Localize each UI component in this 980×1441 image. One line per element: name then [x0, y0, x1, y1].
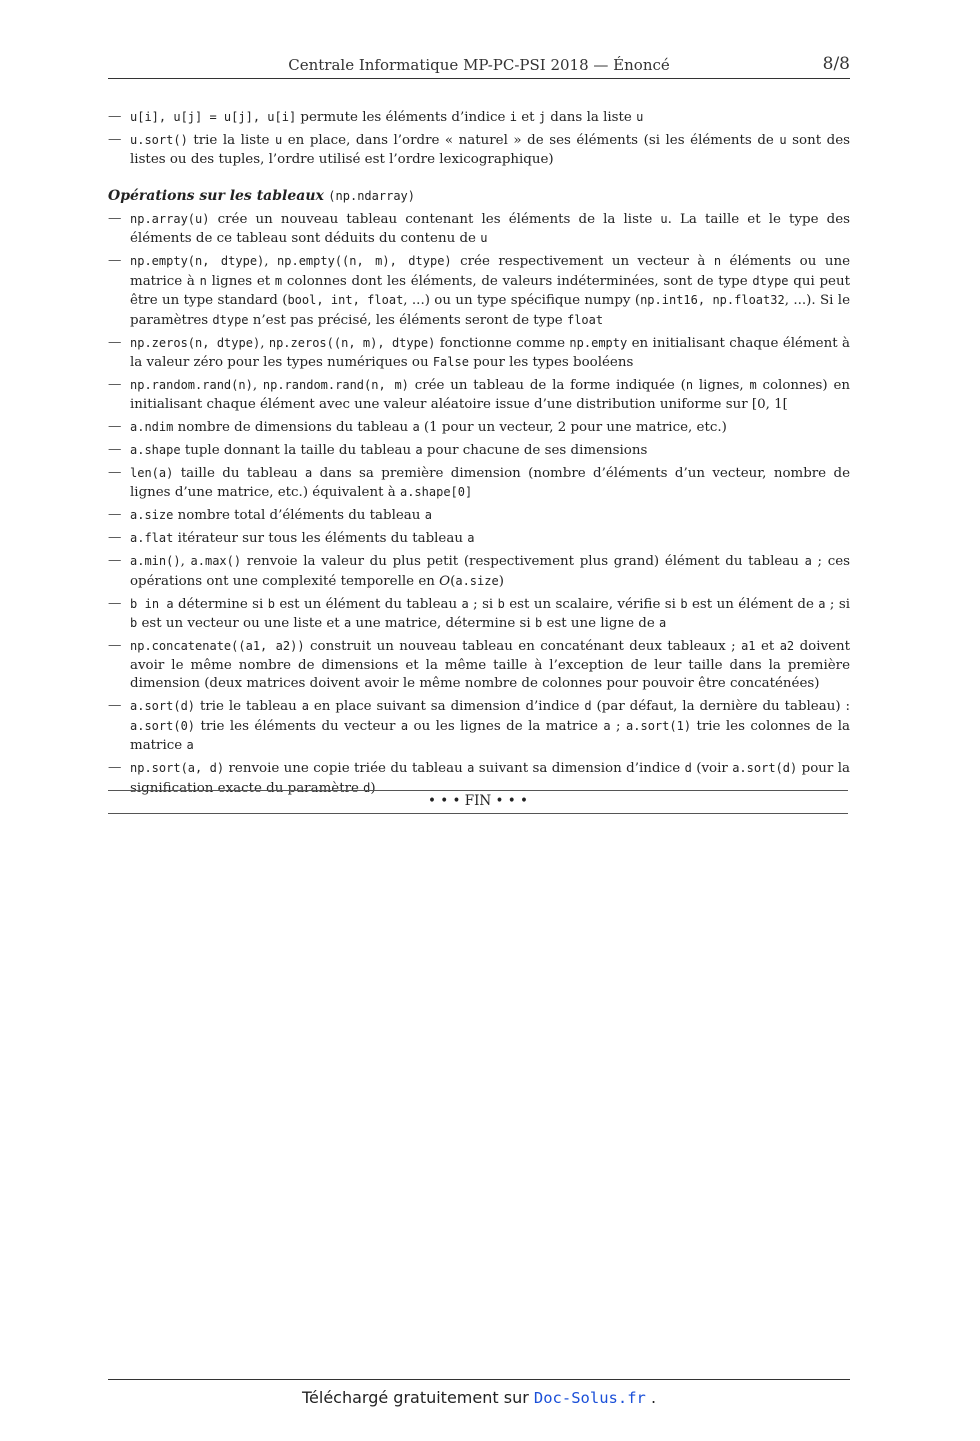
code-fragment: a — [400, 718, 409, 733]
section-title-text: Opérations sur les tableaux — [108, 188, 324, 204]
text-fragment: doivent avoir le même nombre de dimensions et la même taille à l’exception de leur taille dans la première dimension (deux matrices doivent avoir le même nombre de colonnes pour pouvoir être concaténées) — [130, 639, 851, 691]
text-fragment: , — [252, 378, 263, 393]
text-fragment: trie le tableau — [195, 699, 302, 714]
code-fragment: np.int16, np.float32 — [640, 293, 785, 307]
text-fragment: crée un nouveau tableau contenant les éléments de la liste — [209, 211, 661, 227]
page-footer — [108, 1379, 850, 1407]
code-fragment: np.array(u) — [130, 211, 210, 226]
list-item — [108, 637, 850, 694]
code-fragment: bool, int, float — [287, 293, 404, 307]
text-fragment: est un élément de — [687, 596, 819, 612]
text-fragment: , — [260, 335, 269, 351]
code-fragment: a.sort(d) — [732, 761, 798, 775]
math-fragment: O — [439, 573, 451, 589]
text-fragment: renvoie la valeur du plus petit (respectivement plus grand) élément du tableau — [241, 554, 805, 569]
code-fragment: a — [186, 738, 194, 752]
text-fragment: fonctionne comme — [435, 335, 570, 351]
code-fragment: a — [804, 554, 812, 568]
text-fragment: renvoie une copie triée du tableau — [224, 761, 468, 776]
text-fragment: (par défaut, la dernière du tableau) : — [591, 699, 850, 714]
text-fragment: colonnes dont les éléments, de valeurs indéterminées, sont de type — [282, 273, 753, 289]
code-fragment: a — [305, 465, 313, 480]
code-fragment: a — [415, 442, 423, 457]
code-fragment: b — [534, 616, 543, 630]
code-fragment: np.sort(a, d) — [130, 761, 225, 775]
code-fragment: a — [301, 699, 309, 713]
text-fragment: , — [264, 254, 278, 269]
text-fragment: en place suivant sa dimension d’indice — [308, 699, 585, 714]
text-fragment: est une ligne de — [542, 616, 660, 631]
code-fragment: a — [467, 761, 475, 775]
text-fragment: détermine si — [173, 596, 268, 612]
code-fragment: d — [684, 761, 692, 775]
list-item — [108, 441, 850, 461]
code-fragment: i — [509, 110, 517, 124]
code-fragment: a1 — [741, 639, 756, 653]
text-fragment: qui peut être un type standard ( — [130, 273, 850, 308]
text-fragment: pour les types booléens — [468, 355, 634, 370]
code-fragment: d — [363, 780, 371, 795]
list-item — [108, 506, 850, 526]
text-fragment: éléments ou une matrice à — [130, 254, 850, 289]
code-fragment: a — [467, 531, 475, 545]
code-fragment: dtype — [752, 273, 789, 288]
code-fragment: m — [749, 378, 757, 392]
text-fragment: , ...) ou un type spécifique numpy ( — [403, 293, 641, 308]
text-fragment: ; — [610, 718, 627, 734]
text-fragment: en place, dans l’ordre « naturel » de ses éléments (si les éléments de — [282, 133, 780, 148]
text-fragment: crée un tableau de la forme indiquée ( — [408, 378, 686, 393]
text-fragment: sont des listes ou des tuples, l’ordre utilisé est l’ordre lexicographique) — [130, 133, 850, 167]
text-fragment: (voir — [691, 761, 733, 776]
text-fragment: suivant sa dimension d’indice — [474, 761, 685, 776]
header-title: Centrale Informatique MP-PC-PSI 2018 — Énoncé — [288, 56, 670, 74]
text-fragment: en initialisant chaque élément à la valeur zéro pour les types numériques ou — [130, 335, 850, 370]
text-fragment: permute les éléments d’indice — [296, 110, 510, 125]
text-fragment: trie les colonnes de la matrice — [130, 718, 850, 753]
text-fragment: ) — [498, 573, 504, 589]
footer-prefix: Téléchargé gratuitement sur — [301, 1388, 534, 1407]
list-item — [108, 418, 850, 438]
code-fragment: a2 — [779, 639, 795, 653]
code-fragment: np.empty((n, m), dtype) — [277, 254, 452, 268]
code-fragment: a — [818, 596, 826, 611]
text-fragment: lignes, — [693, 378, 750, 393]
code-fragment: a — [461, 596, 469, 611]
code-fragment: a — [424, 508, 432, 522]
list-item — [108, 697, 850, 756]
footer-link[interactable]: Doc-Solus.fr — [533, 1389, 646, 1407]
code-fragment: a — [659, 616, 667, 630]
text-fragment: et — [755, 639, 780, 654]
code-fragment: a — [343, 616, 352, 630]
page-header — [108, 54, 850, 79]
text-fragment: taille du tableau — [173, 465, 305, 481]
text-fragment: est un vecteur ou une liste et — [137, 616, 344, 631]
text-fragment: ou les lignes de la matrice — [408, 718, 604, 734]
code-fragment: a.sort(1) — [626, 718, 692, 733]
code-fragment: dtype — [212, 312, 249, 327]
text-fragment: n’est pas précisé, les éléments seront de type — [248, 312, 567, 328]
code-fragment: m — [274, 273, 283, 288]
code-fragment: a.min() — [130, 554, 181, 568]
list-item — [108, 108, 850, 128]
list-item — [108, 334, 850, 373]
code-fragment: np.random.rand(n, m) — [262, 378, 409, 392]
text-fragment: une matrice, détermine si — [351, 616, 535, 631]
text-fragment: dans sa première dimension (nombre d’éléments d’un vecteur, nombre de lignes d’une matrice, etc.) équivalent à — [130, 465, 850, 500]
page-number: 8/8 — [822, 54, 850, 74]
code-fragment: len(a) — [130, 465, 174, 480]
footer-suffix: . — [645, 1388, 657, 1407]
code-fragment: a.max() — [190, 554, 242, 568]
code-fragment: d — [584, 699, 592, 713]
text-fragment: ; ces opérations ont une complexité temporelle en — [130, 554, 851, 589]
code-fragment: a.ndim — [130, 419, 174, 434]
text-fragment: ) — [370, 780, 376, 796]
code-fragment: b in a — [130, 596, 174, 611]
code-fragment: u — [779, 133, 787, 147]
text-fragment: pour chacune de ses dimensions — [422, 442, 648, 458]
code-fragment: a — [412, 419, 420, 434]
code-fragment: u.sort() — [130, 133, 188, 147]
code-fragment: np.zeros(n, dtype) — [130, 335, 261, 350]
code-fragment: np.zeros((n, m), dtype) — [268, 335, 436, 350]
code-fragment: np.random.rand(n) — [130, 378, 253, 392]
code-fragment: float — [566, 312, 604, 327]
code-fragment: u — [636, 110, 644, 124]
text-fragment: nombre total d’éléments du tableau — [173, 508, 425, 523]
list-item — [108, 595, 850, 634]
text-fragment: . La taille et le type des éléments de ce tableau sont déduits du contenu de — [130, 211, 850, 246]
code-fragment: a.sort(0) — [130, 718, 196, 733]
array-operations — [108, 210, 850, 799]
code-fragment: b — [267, 596, 275, 611]
text-fragment: dans la liste — [546, 110, 637, 125]
text-fragment: et — [516, 110, 539, 125]
section-title-code: (np.ndarray) — [328, 189, 415, 203]
code-fragment: a.size — [130, 508, 174, 522]
list-item — [108, 252, 850, 330]
text-fragment: lignes et — [206, 273, 275, 289]
code-fragment: False — [432, 355, 469, 369]
code-fragment: n — [199, 273, 207, 288]
end-marker: • • • FIN • • • — [108, 790, 848, 814]
code-fragment: b — [497, 596, 505, 611]
code-fragment: u — [480, 231, 488, 245]
text-fragment: , ...). Si le paramètres — [130, 293, 851, 328]
text-fragment: ( — [450, 573, 456, 589]
text-fragment: trie la liste — [187, 133, 275, 148]
text-fragment: (1 pour un vecteur, 2 pour une matrice, etc.) — [419, 419, 727, 435]
text-fragment: ; si — [825, 596, 850, 612]
text-fragment: ; si — [468, 596, 498, 612]
text-fragment: itérateur sur tous les éléments du tableau — [173, 531, 468, 546]
code-fragment: a.flat — [130, 531, 174, 545]
text-fragment: tuple donnant la taille du tableau — [180, 442, 416, 458]
list-operations — [108, 108, 850, 169]
main-content — [108, 108, 850, 802]
text-fragment: trie les éléments du vecteur — [195, 718, 401, 734]
text-fragment: , — [180, 554, 191, 569]
code-fragment: n — [713, 254, 722, 268]
section-title — [108, 187, 850, 206]
code-fragment: j — [538, 110, 546, 124]
text-fragment: nombre de dimensions du tableau — [173, 419, 413, 435]
code-fragment: a — [603, 718, 611, 733]
code-fragment: np.empty — [569, 335, 628, 350]
text-fragment: crée respectivement un vecteur à — [451, 254, 714, 269]
code-fragment: n — [685, 378, 694, 392]
list-item — [108, 131, 850, 169]
list-item — [108, 529, 850, 549]
code-fragment: a.shape — [130, 442, 181, 457]
code-fragment: np.empty(n, dtype) — [130, 254, 265, 268]
code-fragment: a.sort(d) — [130, 699, 196, 713]
code-fragment: b — [130, 616, 138, 630]
text-fragment: est un scalaire, vérifie si — [504, 596, 681, 612]
text-fragment: construit un nouveau tableau en concaténant deux tableaux ; — [304, 639, 742, 654]
code-fragment: u[i], u[j] = u[j], u[i] — [130, 110, 297, 124]
code-fragment: np.concatenate((a1, a2)) — [130, 639, 305, 653]
text-fragment: est un élément du tableau — [274, 596, 462, 612]
list-item — [108, 552, 850, 591]
code-fragment: b — [680, 596, 688, 611]
text-fragment: colonnes) en initialisant chaque élément avec une valeur aléatoire issue d’une distribution uniforme sur [0, 1[ — [130, 378, 850, 412]
list-item — [108, 464, 850, 503]
code-fragment: a.shape[0] — [399, 485, 473, 499]
list-item — [108, 376, 850, 414]
code-fragment: u — [274, 133, 283, 147]
list-item — [108, 210, 850, 249]
text-fragment: pour la signification exacte du paramètre — [130, 761, 850, 796]
code-fragment: u — [660, 211, 668, 226]
code-fragment: a.size — [455, 573, 499, 588]
